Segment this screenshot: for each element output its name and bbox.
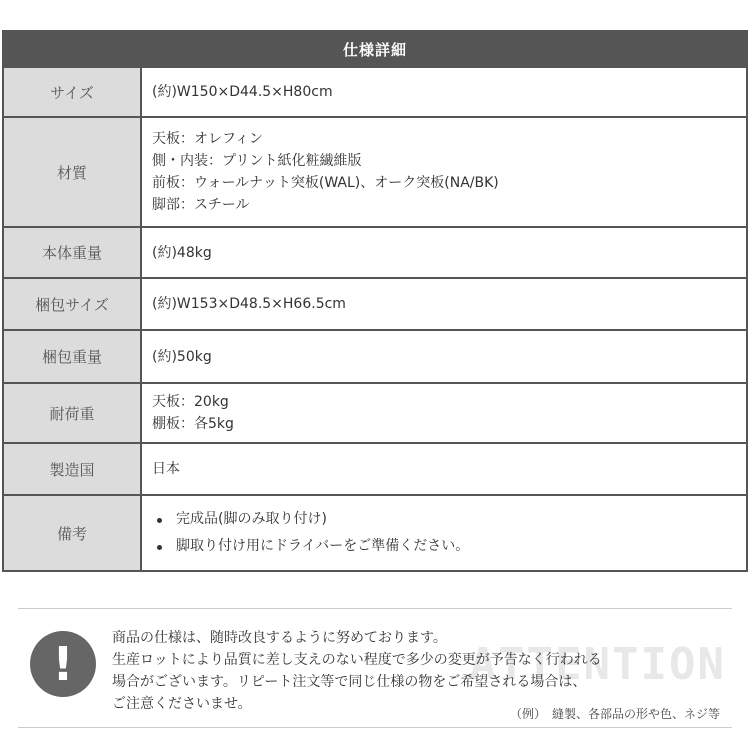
spec-table xyxy=(2,30,748,572)
spec-value xyxy=(142,384,746,442)
spec-label: サイズ xyxy=(4,68,142,116)
list-item: 脚取り付け用にドライバーをご準備ください。 xyxy=(152,533,736,560)
spec-value xyxy=(142,331,746,382)
spec-value xyxy=(142,279,746,329)
spec-label: 梱包サイズ xyxy=(4,279,142,329)
list-item: 完成品(脚のみ取り付け) xyxy=(152,506,736,533)
spec-row-country xyxy=(4,442,746,494)
remarks-list xyxy=(152,506,736,560)
spec-label: 耐荷重 xyxy=(4,384,142,442)
spec-table-title: 仕様詳細 xyxy=(4,32,746,66)
spec-value-line: 天板：20kg xyxy=(152,394,229,410)
spec-label: 備考 xyxy=(4,496,142,570)
spec-label: 製造国 xyxy=(4,444,142,494)
spec-value-line: 前板：ウォールナット突板(WAL)、オーク突板(NA/BK) xyxy=(152,175,499,191)
spec-row-material xyxy=(4,116,746,226)
spec-value-line: (約)W150×D44.5×H80cm xyxy=(152,84,333,100)
exclamation-icon: ! xyxy=(30,631,96,697)
spec-label: 梱包重量 xyxy=(4,331,142,382)
notice-text xyxy=(112,627,712,715)
spec-value-line: 日本 xyxy=(152,461,180,477)
spec-label: 本体重量 xyxy=(4,228,142,277)
notice-line: ご注意くださいませ。 xyxy=(112,696,252,712)
spec-row-package-size xyxy=(4,277,746,329)
spec-value-line: (約)W153×D48.5×H66.5cm xyxy=(152,296,346,312)
spec-value xyxy=(142,444,746,494)
spec-row-size xyxy=(4,66,746,116)
notice-line: 商品の仕様は、随時改良するように努めております。 xyxy=(112,630,447,646)
spec-value xyxy=(142,496,746,570)
spec-row-load-capacity xyxy=(4,382,746,442)
example-note: （例） 縫製、各部品の形や色、ネジ等 xyxy=(509,707,720,721)
spec-value-line: (約)48kg xyxy=(152,244,212,261)
attention-notice xyxy=(18,608,732,728)
attention-watermark: ATTENTION xyxy=(469,639,726,690)
spec-value-line: 側・内装：プリント紙化粧繊維版 xyxy=(152,153,362,169)
spec-row-package-weight xyxy=(4,329,746,382)
spec-row-weight xyxy=(4,226,746,277)
spec-row-remarks xyxy=(4,494,746,570)
spec-value xyxy=(142,68,746,116)
notice-line: 生産ロットにより品質に差し支えのない程度で多少の変更が予告なく行われる xyxy=(112,652,602,668)
spec-label: 材質 xyxy=(4,118,142,226)
spec-value-line: 棚板：各5kg xyxy=(152,416,234,432)
spec-value xyxy=(142,228,746,277)
spec-value-line: 脚部：スチール xyxy=(152,197,250,213)
notice-line: 場合がございます。リピート注文等で同じ仕様の物をご希望される場合は、 xyxy=(112,674,587,690)
spec-value xyxy=(142,118,746,226)
spec-value-line: (約)50kg xyxy=(152,348,212,365)
spec-value-line: 天板：オレフィン xyxy=(152,131,263,147)
